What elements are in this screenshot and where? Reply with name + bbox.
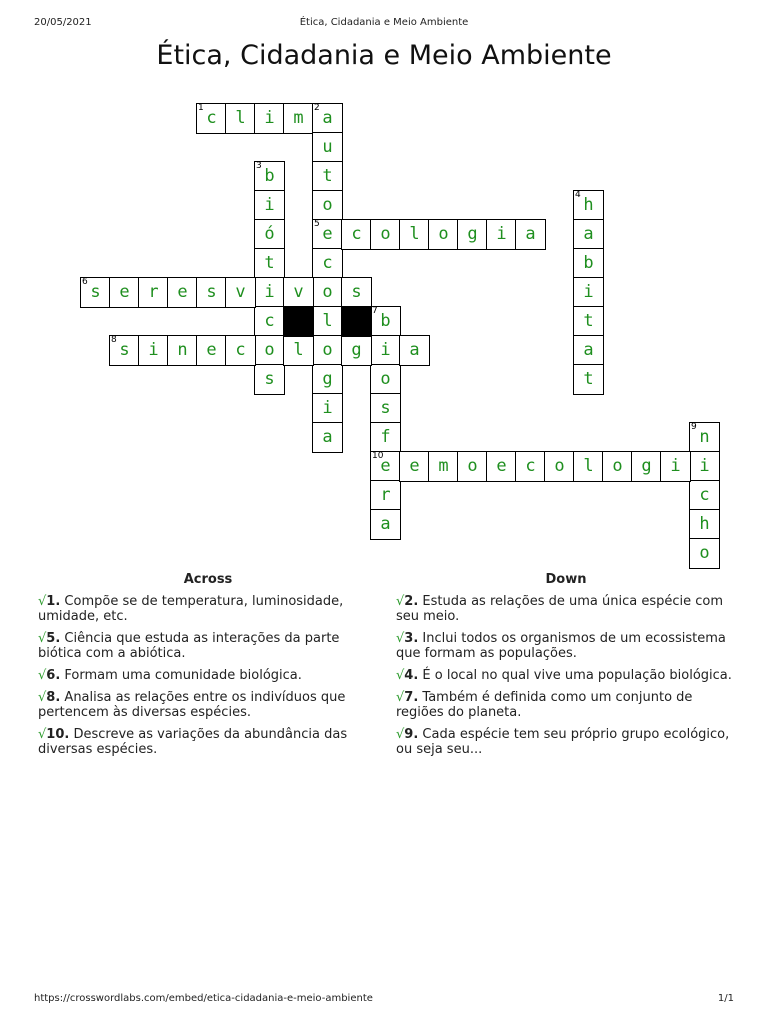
cell-letter: l [409,224,420,244]
clue-number: 3. [404,631,419,646]
grid-cell [196,103,227,134]
grid-cell [689,538,720,569]
grid-cell [283,103,314,134]
check-icon: √ [38,594,47,609]
grid-cell [399,219,430,250]
grid-cell [254,306,285,337]
grid-cell [341,219,372,250]
cell-letter: i [264,195,275,215]
grid-cell [312,364,343,395]
grid-cell [573,451,604,482]
cell-letter: s [380,398,391,418]
cell-letter: a [322,108,333,128]
cell-letter: c [351,224,362,244]
cell-letter: i [496,224,507,244]
grid-cell [254,103,285,134]
cell-letter: o [322,282,333,302]
grid-cell [370,306,401,337]
clue-item [396,594,736,624]
cell-number: 8 [111,335,117,345]
grid-cell [312,190,343,221]
cell-letter: v [235,282,246,302]
grid-cell [312,103,343,134]
cell-number: 9 [691,422,697,432]
cell-letter: o [438,224,449,244]
clue-text: Ciência que estuda as interações da parte biótica com a abiótica. [38,631,340,661]
grid-cell [312,219,343,250]
clue-number: 10. [46,727,70,742]
cell-letter: l [235,108,246,128]
check-icon: √ [38,727,47,742]
cell-letter: g [351,340,362,360]
clue-text: Compõe se de temperatura, luminosidade, umidade, etc. [38,594,344,624]
clue-number: 1. [46,594,61,609]
cell-letter: n [699,427,710,447]
grid-cell [138,335,169,366]
cell-letter: m [438,456,449,476]
cell-letter: i [583,282,594,302]
grid-cell [370,219,401,250]
across-heading: Across [183,572,233,587]
cell-letter: l [322,311,333,331]
clue-item [396,668,736,683]
clue-text: É o local no qual vive uma população biológica. [422,668,732,683]
cell-letter: c [235,340,246,360]
check-icon: √ [396,668,405,683]
print-page-number: 1/1 [717,993,734,1004]
cell-letter: r [380,485,391,505]
cell-letter: a [409,340,420,360]
cell-letter: e [409,456,420,476]
grid-cell [341,277,372,308]
grid-cell [254,161,285,192]
grid-cell [370,364,401,395]
grid-cell [283,335,314,366]
grid-cell [312,161,343,192]
cell-letter: c [525,456,536,476]
grid-cell [254,248,285,279]
check-icon: √ [38,690,47,705]
clue-item [38,690,378,720]
grid-cell [167,335,198,366]
grid-cell [283,277,314,308]
grid-cell [660,451,691,482]
grid-cell [225,103,256,134]
cell-letter: e [206,340,217,360]
cell-number: 1 [198,103,204,113]
grid-cell [225,335,256,366]
grid-cell [225,277,256,308]
grid-cell [80,277,111,308]
cell-letter: e [496,456,507,476]
grid-cell [689,422,720,453]
cell-letter: e [177,282,188,302]
cell-letter: g [467,224,478,244]
clue-text: Inclui todos os organismos de um ecossistema que formam as populações. [396,631,726,661]
cell-letter: ó [264,224,275,244]
clue-item [396,727,736,757]
cell-letter: i [380,340,391,360]
cell-letter: h [699,514,710,534]
cell-letter: c [264,311,275,331]
cell-letter: s [264,369,275,389]
grid-cell [573,219,604,250]
grid-cell [196,277,227,308]
cell-letter: v [293,282,304,302]
clue-item [396,631,736,661]
cell-number: 3 [256,161,262,171]
cell-letter: t [583,311,594,331]
cell-letter: e [380,456,391,476]
grid-cell [573,306,604,337]
across-clues [38,572,378,764]
grid-cell [370,422,401,453]
cell-letter: o [554,456,565,476]
clue-text: Descreve as variações da abundância das diversas espécies. [38,727,348,757]
cell-letter: c [206,108,217,128]
clue-item [38,727,378,757]
cell-letter: h [583,195,594,215]
grid-cell [254,219,285,250]
cell-letter: b [264,166,275,186]
grid-cell [370,451,401,482]
cell-letter: a [583,224,594,244]
grid-cell [312,132,343,163]
grid-cell [312,393,343,424]
check-icon: √ [396,690,405,705]
grid-cell [196,335,227,366]
grid-cell [573,277,604,308]
clue-text: Cada espécie tem seu próprio grupo ecológico, ou seja seu... [396,727,730,757]
clue-text: Estuda as relações de uma única espécie com seu meio. [396,594,724,624]
grid-cell [254,277,285,308]
grid-cell [457,219,488,250]
clue-number: 5. [46,631,61,646]
grid-cell [689,480,720,511]
grid-cell [109,277,140,308]
cell-letter: n [177,340,188,360]
grid-cell [370,480,401,511]
check-icon: √ [38,631,47,646]
cell-letter: s [119,340,130,360]
grid-cell [457,451,488,482]
grid-cell [515,219,546,250]
grid-cell [167,277,198,308]
cell-letter: a [380,514,391,534]
grid-cell [399,335,430,366]
cell-letter: o [467,456,478,476]
grid-cell [312,335,343,366]
grid-cell [370,335,401,366]
cell-letter: s [351,282,362,302]
cell-letter: s [90,282,101,302]
cell-letter: i [264,108,275,128]
grid-cell [254,364,285,395]
check-icon: √ [396,631,405,646]
cell-letter: o [322,195,333,215]
cell-letter: g [641,456,652,476]
cell-letter: o [322,340,333,360]
cell-letter: b [380,311,391,331]
clue-number: 4. [404,668,419,683]
grid-cell [689,451,720,482]
grid-block [283,306,314,337]
cell-letter: r [148,282,159,302]
cell-number: 2 [314,103,320,113]
across-clue-list [38,594,378,757]
grid-cell [486,451,517,482]
grid-cell [109,335,140,366]
cell-letter: i [264,282,275,302]
grid-cell [428,451,459,482]
cell-letter: l [583,456,594,476]
grid-cell [312,277,343,308]
cell-letter: o [264,340,275,360]
cell-letter: c [322,253,333,273]
grid-cell [573,364,604,395]
cell-letter: a [583,340,594,360]
print-url: https://crosswordlabs.com/embed/etica-cidadania-e-meio-ambiente [34,993,373,1004]
cell-letter: c [699,485,710,505]
grid-cell [689,509,720,540]
grid-cell [312,422,343,453]
cell-letter: t [322,166,333,186]
clue-number: 2. [404,594,419,609]
cell-letter: a [525,224,536,244]
check-icon: √ [38,668,47,683]
print-doc-title: Ética, Cidadania e Meio Ambiente [299,17,469,28]
cell-letter: a [322,427,333,447]
clue-item [38,668,378,683]
cell-number: 5 [314,219,320,229]
grid-cell [573,335,604,366]
down-clue-list [396,594,736,757]
clue-text: Formam uma comunidade biológica. [64,668,302,683]
grid-cell [312,306,343,337]
cell-letter: g [322,369,333,389]
grid-cell [573,248,604,279]
cell-letter: o [380,369,391,389]
cell-letter: i [322,398,333,418]
clue-item [396,690,736,720]
clue-item [38,594,378,624]
grid-cell [428,219,459,250]
cell-letter: t [583,369,594,389]
cell-letter: t [264,253,275,273]
grid-cell [602,451,633,482]
clue-item [38,631,378,661]
cell-letter: o [612,456,623,476]
cell-number: 7 [372,306,378,316]
cell-number: 4 [575,190,581,200]
cell-letter: s [206,282,217,302]
grid-cell [370,393,401,424]
cell-number: 6 [82,277,88,287]
clue-text: Analisa as relações entre os indivíduos que pertencem às diversas espécies. [38,690,346,720]
grid-cell [573,190,604,221]
page-title: Ética, Cidadania e Meio Ambiente [156,40,612,71]
clue-number: 8. [46,690,61,705]
cell-letter: e [322,224,333,244]
cell-number: 10 [372,451,384,461]
cell-letter: b [583,253,594,273]
clue-text: Também é definida como um conjunto de regiões do planeta. [396,690,693,720]
grid-cell [370,509,401,540]
check-icon: √ [396,727,405,742]
grid-cell [254,190,285,221]
clue-number: 7. [404,690,419,705]
grid-cell [515,451,546,482]
grid-cell [399,451,430,482]
grid-cell [486,219,517,250]
cell-letter: o [380,224,391,244]
print-date: 20/05/2021 [34,17,92,28]
cell-letter: m [293,108,304,128]
cell-letter: l [293,340,304,360]
grid-cell [631,451,662,482]
cell-letter: u [322,137,333,157]
grid-block [341,306,372,337]
cell-letter: f [380,427,391,447]
clue-number: 9. [404,727,419,742]
grid-cell [544,451,575,482]
cell-letter: i [670,456,681,476]
grid-cell [254,335,285,366]
cell-letter: i [699,456,710,476]
grid-cell [312,248,343,279]
grid-cell [341,335,372,366]
cell-letter: e [119,282,130,302]
cell-letter: o [699,543,710,563]
grid-cell [138,277,169,308]
cell-letter: i [148,340,159,360]
clue-number: 6. [46,668,61,683]
down-heading: Down [545,572,587,587]
check-icon: √ [396,594,405,609]
down-clues [396,572,736,764]
